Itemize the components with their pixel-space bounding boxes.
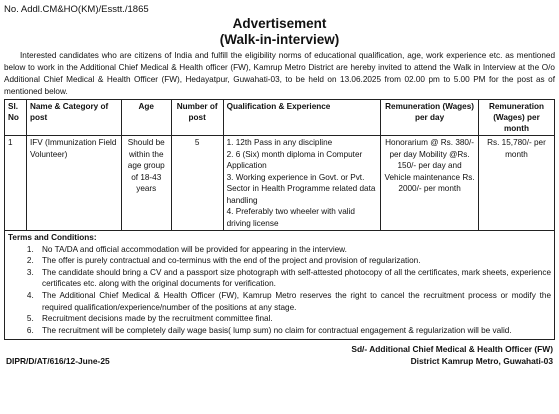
memo-number: DIPR/D/AT/616/12-June-25 — [6, 356, 110, 367]
terms-item: 6. The recruitment will be completely daily wage basis( lump sum) no claim for contractual engagement & regularization will be valid. — [36, 325, 551, 337]
cell-remuneration-day: Honorarium @ Rs. 380/- per day Mobility @Rs. 150/- per day and Vehicle maintenance Rs. 2000/- per month — [381, 136, 479, 231]
qualification-item: 2. 6 (Six) month diploma in Computer Application — [226, 149, 363, 170]
cell-number: 5 — [171, 136, 223, 231]
col-header-age: Age — [121, 100, 171, 136]
post-details-table — [4, 99, 555, 231]
qualification-item: 3. Working experience in Govt. or Pvt. Sector in Health Programme related data handling — [226, 172, 376, 205]
intro-paragraph: Interested candidates who are citizens of India and fulfill the eligibility norms of educational qualification, age, work experience etc. as mentioned below to work in the Additional Chief Medical & Health officer (FW), Kamrup Metro District are hereby invited to attend the Walk in Interview at the O/o Additional Chief Medical & Health Officer (FW), Hedayatpur, Guwahati-03, to be held on 13.06.2025 from 02.00 pm to 5.00 PM for the post as of mentioned below. — [4, 51, 555, 96]
terms-list — [8, 244, 551, 337]
terms-item: 4. The Additional Chief Medical & Health Officer (FW), Kamrup Metro reserves the right to cancel the recruitment process or modify the required qualification/experience/number of the positions at any stage. — [36, 290, 551, 313]
footer — [4, 343, 555, 367]
advertisement-heading: Advertisement — [232, 16, 327, 31]
col-header-number: Number of post — [171, 100, 223, 136]
col-header-name: Name & Category of post — [26, 100, 121, 136]
col-header-qualification: Qualification & Experience — [223, 100, 381, 136]
signature-line-1: Sd/- Additional Chief Medical & Health Officer (FW) — [351, 344, 553, 355]
cell-remuneration-month: Rs. 15,780/- per month — [478, 136, 554, 231]
table-header-row — [5, 100, 555, 136]
col-header-remuneration-day: Remuneration (Wages) per day — [381, 100, 479, 136]
col-header-remuneration-month: Remuneration (Wages) per month — [478, 100, 554, 136]
cell-post-name: IFV (Immunization Field Volunteer) — [26, 136, 121, 231]
terms-item: 2. The offer is purely contractual and co-terminus with the end of the project and provision of regularization. — [36, 255, 551, 267]
signature-line-2: District Kamrup Metro, Guwahati-03 — [410, 356, 553, 367]
col-header-sl: Sl. No — [5, 100, 27, 136]
cell-age: Should be within the age group of 18-43 years — [121, 136, 171, 231]
cell-sl: 1 — [5, 136, 27, 231]
cell-qualification — [223, 136, 381, 231]
qualification-item: 4. Preferably two wheeler with valid driving license — [226, 207, 355, 228]
terms-item: 5. Recruitment decisions made by the recruitment committee final. — [36, 313, 551, 325]
advertisement-subheading: (Walk-in-interview) — [219, 32, 340, 47]
table-row — [5, 136, 555, 231]
terms-item: 1. No TA/DA and official accommodation will be provided for appearing in the interview. — [36, 244, 551, 256]
reference-number: No. Addl.CM&HO(KM)/Esstt./1865 — [4, 4, 149, 15]
terms-item: 3. The candidate should bring a CV and a passport size photograph with self-attested photocopy of all the certificates, mark sheets, experience certificates etc. along with the original documents for verification. — [36, 267, 551, 290]
qualification-item: 1. 12th Pass in any discipline — [226, 138, 333, 147]
terms-heading: Terms and Conditions: — [8, 233, 97, 242]
terms-section — [4, 231, 555, 340]
